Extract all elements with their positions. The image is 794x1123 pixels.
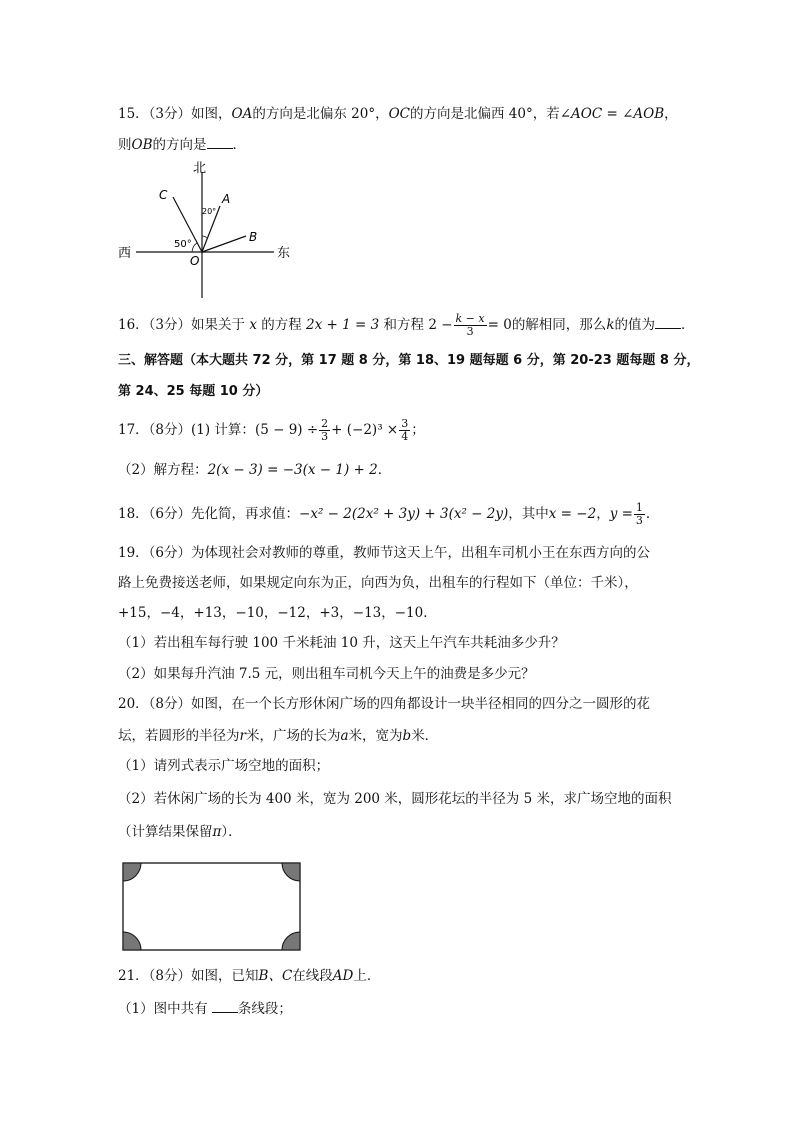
section3-heading-line2: 第 24、25 每题 10 分） — [118, 384, 269, 399]
q16-mid1: 的方程 — [261, 317, 302, 333]
q17-f1-den: 3 — [321, 430, 329, 443]
q17-fraction-2 — [399, 418, 410, 443]
q17-p1-expr-a: (5 − 9) ÷ — [254, 422, 319, 438]
q16-period: ． — [681, 317, 695, 333]
q17-f1-num: 2 — [321, 417, 329, 430]
q15-line1 — [118, 104, 678, 124]
q18-expr: −x² − 2(2x² + 3y) + 3(x² − 2y) — [299, 506, 509, 522]
q21-sub1-b: 条线段； — [237, 1001, 292, 1017]
q17-f2-num: 3 — [401, 417, 409, 430]
q19-line1: 19．（6分）为体现社会对教师的尊重，教师节这天上午，出租车司机小王在东西方向的公 — [118, 545, 651, 561]
q17-part1 — [118, 418, 425, 443]
ray-ob — [202, 236, 246, 252]
q20-line2-d: 米． — [411, 728, 439, 744]
angle-20-arc — [202, 236, 207, 238]
angle-50-arc — [192, 243, 198, 252]
q21-line1-b: 在线段 — [292, 968, 333, 984]
q20-line2-b: 米，广场的长为 — [245, 728, 341, 744]
q17-p1-expr-b: + (−2)³ × — [331, 422, 399, 438]
q16-frac-num: k − x — [455, 312, 485, 325]
q15-oa: OA — [231, 106, 253, 122]
q17-p2-expr: 2(x − 3) = −3(x − 1) + 2 — [207, 462, 378, 478]
q16-mid2: 和方程 — [383, 317, 425, 333]
q15-ob: OB — [131, 137, 153, 153]
q15-mid2: 的方向是北偏西 40°，若 — [410, 106, 560, 122]
q15-line2 — [118, 134, 246, 155]
q16-line — [118, 313, 695, 338]
q17-p2-prefix: （2）解方程： — [118, 462, 208, 478]
q16-eq2b: = 0 — [487, 317, 512, 333]
q20-b: b — [402, 728, 412, 744]
q16-prefix: 16．（3分）如果关于 — [118, 317, 246, 333]
label-a: A — [222, 192, 231, 206]
q18-end: ． — [645, 506, 660, 522]
q17-p1-prefix: 17．（8分）(1) 计算： — [118, 422, 255, 438]
q20-sub1: （1）请列式表示广场空地的面积； — [118, 758, 330, 774]
q20-line1: 20．（8分）如图，在一个长方形休闲广场的四角都设计一块半径相同的四分之一圆形的花 — [118, 696, 651, 712]
q15-line2-mid: 的方向是 — [152, 137, 207, 153]
q21-sub1 — [118, 998, 292, 1019]
q21-sub1-a: （1）图中共有 — [118, 1001, 208, 1017]
q20-r: r — [239, 728, 246, 744]
q16-eq1: 2x + 1 = 3 — [306, 317, 380, 333]
direction-figure — [112, 158, 302, 300]
q17-part2 — [118, 460, 391, 480]
q16-frac-den: 3 — [466, 325, 474, 338]
q15-line2-prefix: 则 — [118, 137, 132, 153]
q20-line2-a: 坛，若圆形的半径为 — [118, 728, 240, 744]
q18-f-den: 3 — [635, 514, 643, 527]
q21-ad: AD — [332, 968, 354, 984]
q18-line — [118, 502, 659, 527]
plaza-figure — [120, 860, 304, 954]
q15-answer-blank[interactable] — [207, 134, 233, 149]
q18-prefix: 18．（6分）先化简，再求值： — [118, 506, 300, 522]
q18-f-num: 1 — [635, 501, 643, 514]
q15-oc: OC — [388, 106, 410, 122]
q20-line2-c: 米，宽为 — [348, 728, 403, 744]
q16-k: k — [606, 317, 615, 333]
q16-eq2a: 2 − — [428, 317, 453, 333]
q17-f2-den: 4 — [401, 430, 409, 443]
west-label: 西 — [118, 246, 132, 261]
q18-xval: x = −2 — [548, 506, 597, 522]
q19-line2: 路上免费接送老师，如果规定向东为正，向西为负，出租车的行程如下（单位：千米）， — [118, 575, 638, 591]
q18-ylabel: y = — [609, 506, 633, 522]
north-label: 北 — [193, 161, 207, 176]
q15-mid1: 的方向是北偏东 20°， — [252, 106, 389, 122]
q15-condition: ∠AOC = ∠AOB — [559, 106, 665, 122]
q21-answer-blank[interactable] — [212, 998, 238, 1013]
q20-a: a — [340, 728, 349, 744]
q15-end1: ， — [664, 106, 678, 122]
angle-50-label: 50° — [174, 239, 192, 250]
q17-p1-end: ； — [411, 422, 425, 438]
plaza-rectangle — [123, 863, 300, 950]
q20-line2 — [118, 726, 438, 746]
q17-p2-end: ． — [377, 462, 392, 478]
q17-fraction-1 — [319, 418, 330, 443]
q15-line2-end: ． — [232, 137, 246, 153]
q19-line3: +15，−4，+13，−10，−12，+3，−13，−10． — [118, 605, 437, 621]
q18-mid: ，其中 — [508, 506, 549, 522]
q20-sub2: （2）若休闲广场的长为 400 米，宽为 200 米，圆形花坛的半径为 5 米，求广场空地的面积 — [118, 791, 672, 807]
east-label: 东 — [277, 246, 291, 261]
label-b: B — [249, 230, 258, 244]
q21-line1 — [118, 966, 380, 986]
q20-sub2b-a: （计算结果保留 — [118, 824, 213, 840]
q20-pi: π — [212, 824, 222, 840]
q19-sub2: （2）如果每升汽油 7.5 元，则出租车司机今天上午的油费是多少元？ — [118, 666, 535, 682]
q18-sep: ， — [596, 506, 610, 522]
q15-prefix: 15．（3分）如图， — [118, 106, 232, 122]
q20-sub2b — [118, 822, 242, 842]
label-c: C — [159, 188, 168, 202]
q19-sub1: （1）若出租车每行驶 100 千米耗油 10 升，这天上午汽车共耗油多少升？ — [118, 635, 565, 651]
q21-line1-c: 上． — [353, 968, 381, 984]
q18-fraction — [634, 502, 645, 527]
q16-fraction — [454, 313, 487, 338]
label-o: O — [190, 254, 200, 268]
q20-sub2b-b: ）． — [221, 824, 242, 840]
q21-line1-a: 21．（8分）如图，已知 — [118, 968, 259, 984]
q16-x: x — [249, 317, 257, 333]
q16-end: 的值为 — [614, 317, 655, 333]
q21-bc: B、C — [258, 968, 293, 984]
q16-mid3: 的解相同，那么 — [511, 317, 607, 333]
section3-heading-line1: 三、解答题（本大题共 72 分，第 17 题 8 分，第 18、19 题每题 6 分，第 20-23 题每题 8 分， — [118, 353, 700, 368]
q16-answer-blank[interactable] — [655, 314, 681, 329]
angle-20-label: 20° — [202, 207, 217, 216]
